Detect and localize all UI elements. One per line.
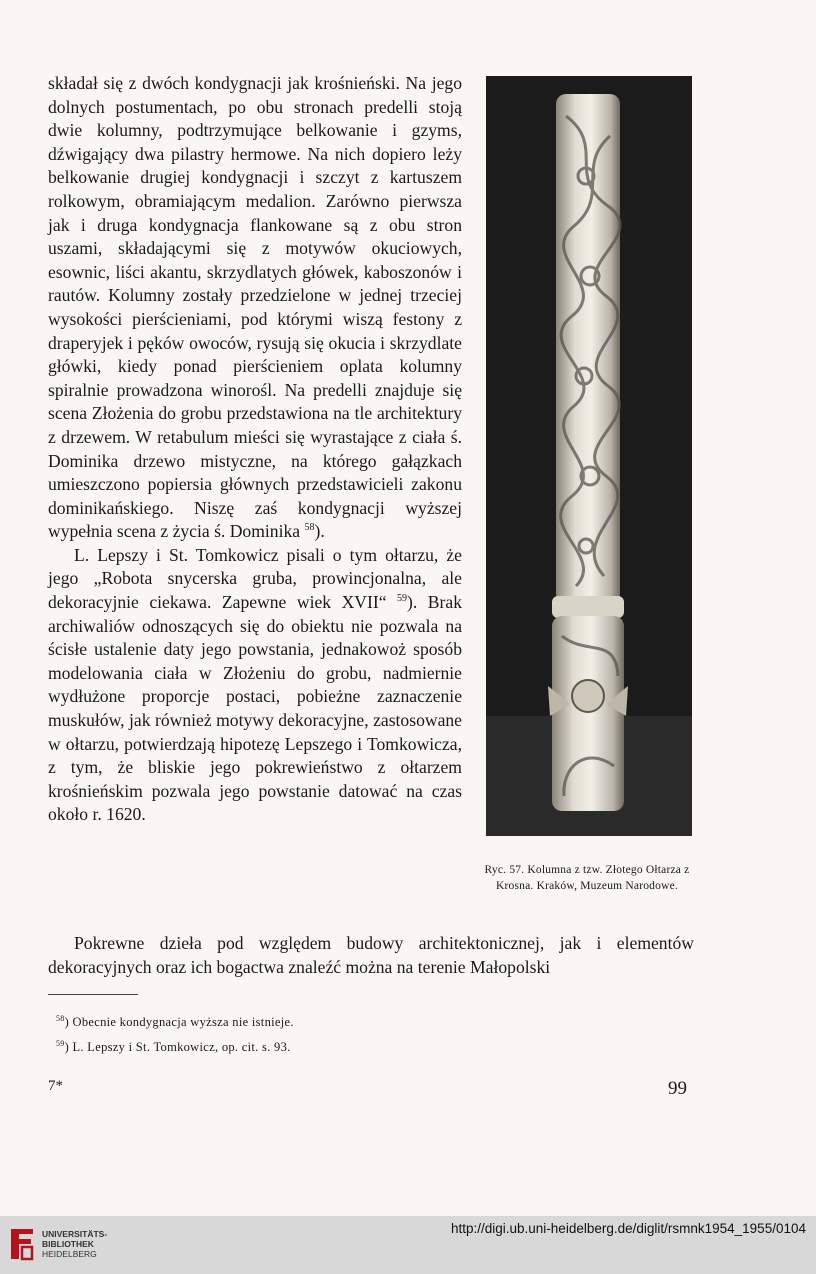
logo-line-2: BIBLIOTHEK [42, 1239, 94, 1249]
heidelberg-library-logo-icon [8, 1225, 36, 1263]
page-number: 99 [668, 1078, 687, 1099]
main-text-column [48, 72, 462, 827]
logo-line-3: HEIDELBERG [42, 1249, 97, 1259]
footnotes [48, 1008, 548, 1058]
full-width-text [48, 932, 694, 979]
footnote-divider [48, 994, 138, 995]
figure-caption: Ryc. 57. Kolumna z tzw. Złotego Ołtarza z Krosna. Kraków, Muzeum Narodowe. [484, 864, 690, 892]
footnote-59: $^{59}$) L. Lepszy i St. Tomkowicz, op. cit. s. 93. [56, 1039, 291, 1055]
column-ring [552, 596, 624, 618]
permalink-url[interactable]: http://digi.ub.uni-heidelberg.de/diglit/rsmnk1954_1955/0104 [450, 1221, 806, 1236]
cherub-head [572, 680, 604, 712]
paragraph-2: L. Lepszy i St. Tomkowicz pisali o tym ołtarzu, że jego „Robota snycerska gruba, prowincjonalna, ale dekoracyjnie ciekawa. Zapewne wiek XVII“ $^{59}$). Brak archiwaliów odnoszących się do obiektu nie pozwala na ścisłe ustalenie daty jego powstania, jednakowoż sposób modelowania ciała w Złożeniu do grobu, nadmiernie wydłużone proporcje postaci, pobieżne zaznaczenie muskułów, jak również motywy dekoracyjne, zastosowane w ołtarzu, potwierdzają hipotezę Lepszego i Tomkowicza, z tym, że bliskie jego pokrewieństwo z ołtarzem krośnieńskim pozwala jego powstanie datować na czas około r. 1620. [48, 544, 462, 825]
logo-line-1: UNIVERSITÄTS- [42, 1229, 108, 1239]
paragraph-3: Pokrewne dzieła pod względem budowy architektonicznej, jak i elementów dekoracyjnych oraz ich bogactwa znaleźć można na terenie Małopolski [48, 933, 694, 977]
signature-mark: 7* [48, 1078, 63, 1094]
carved-column-image [486, 76, 692, 836]
footnote-58: $^{58}$) Obecnie kondygnacja wyższa nie istnieje. [56, 1014, 294, 1030]
column-photograph [486, 76, 692, 836]
footnote-ref-58[interactable]: 58 [304, 522, 315, 534]
paragraph-1: składał się z dwóch kondygnacji jak krośnieński. Na jego dolnych postumentach, po obu stronach predelli stoją dwie kolumny, podtrzymujące belkowanie i gzyms, dźwigający dwa pilastry hermowe. Na nich dopiero leży belkowanie drugiej kondygnacji i szczyt z kartuszem rolkowym, obramiającym medalion. Zarówno pierwsza jak i druga kondygnacja flankowane są z obu stron uszami, składającymi się z motywów okuciowych, esownic, liści akantu, skrzydlatych główek, kaboszonów i rautów. Kolumny zostały przedzielone w jednej trzeciej wysokości pierścieniami, pod którymi wiszą festony z draperyjek i pęków owoców, rysują się okucia i skrzydlate główki, kiedy ponad pierścieniem oplata kolumny spiralnie prowadzona winorośl. Na predelli znajduje się scena Złożenia do grobu przedstawiona na tle architektury z drzewem. W retabulum mieści się wyrastające z ciała ś. Dominika drzewo mistyczne, na którego gałązkach umieszczono popiersia głównych przedstawicieli zakonu dominikańskiego. Niszę zaś kondygnacji wyższej wypełnia scena z życia ś. Dominika $^{58}$). [48, 73, 462, 542]
footnote-ref-59[interactable]: 59 [397, 593, 408, 605]
library-logo[interactable] [8, 1225, 107, 1263]
